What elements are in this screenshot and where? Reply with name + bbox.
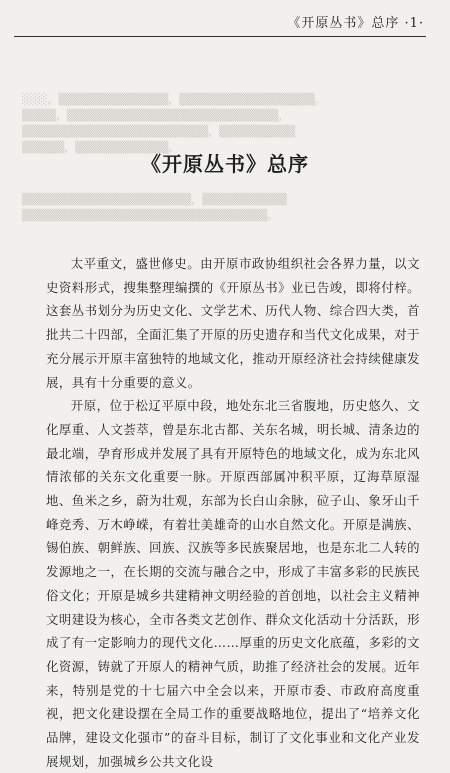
- header-rule: [14, 36, 426, 37]
- paragraph-2: 开原，位于松辽平原中段，地处东北三省腹地，历史悠久、文化厚重、人文荟萃，曾是东北古都、关东名城，明长城、清条边的最北端，孕育形成并发展了具有开原特色的地域文化，成为东北风情浓郁的关东文化重要一脉。开原西部属冲积平原，辽海草原湿地、鱼米之乡，蔚为壮观，东部为长白山余脉，砬子山、象牙山千峰竞秀、万木峥嵘，有着壮美雄奇的山水自然文化。开原是满族、锡伯族、朝鲜族、回族、汉族等多民族聚居地，也是东北二人转的发源地之一，在长期的交流与融合之中，形成了丰富多彩的民族民俗文化；开原是城乡共建精神文明经验的首创地，以社会主义精神文明建设为核心，全市各类文艺创作、群众文化活动十分活跃，形成了有一定影响力的现代文化……厚重的历史文化底蕴，多彩的文化资源，铸就了开原人的精神气质，助推了经济社会的发展。近年来，特别是党的十七届六中全会以来，开原市委、市政府高度重视，把文化建设摆在全局工作的重要战略地位，提出了“培养文化品牌，建设文化强市”的奋斗目标，制订了文化事业和文化产业发展规划，加强城乡公共文化设: [46, 398, 420, 769]
- paragraph-1: 太平重文，盛世修史。由开原市政协组织社会各界力量，以文史资料形式，搜集整理编撰的《开原丛书》业已告竣，即将付梓。这套丛书划分为历史文化、文学艺术、历代人物、综合四大类，首批共二十四部，全面汇集了开原的历史遗存和当代文化成果，对于充分展示开原丰富独特的地域文化，推动开原经济社会持续健康发展，具有十分重要的意义。: [46, 256, 420, 390]
- page-title: 《开原丛书》总序: [141, 152, 309, 176]
- bleed-through-text: ░░░，▒▒▒▒▒▒▒▒▒▒▒▒▒，▒▒▒▒▒▒▒▒▒▒▒▒▒▒▒▒。 ▒▒▒▒，▒▒▒▒▒▒▒▒▒▒▒▒▒▒▒▒▒▒▒▒▒▒▒▒▒， ▒▒▒▒▒▒▒▒▒▒▒▒▒▒▒▒▒▒▒▒▒▒，▒▒▒▒▒▒▒▒▒ ▒▒▒▒▒，▒▒▒▒▒▒▒▒▒▒▒。: [22, 93, 326, 154]
- preface-body: [46, 252, 420, 773]
- bleed-through-text: ▒▒▒▒▒▒▒▒▒▒▒▒▒▒▒▒▒▒▒▒，▒▒▒▒▒▒▒▒▒▒ ▒▒▒▒▒▒▒▒▒▒▒▒▒▒▒▒▒▒▒▒▒▒▒▒▒▒▒▒▒。: [22, 193, 287, 222]
- running-head: 《开原丛书》总序 ·1·: [287, 16, 424, 31]
